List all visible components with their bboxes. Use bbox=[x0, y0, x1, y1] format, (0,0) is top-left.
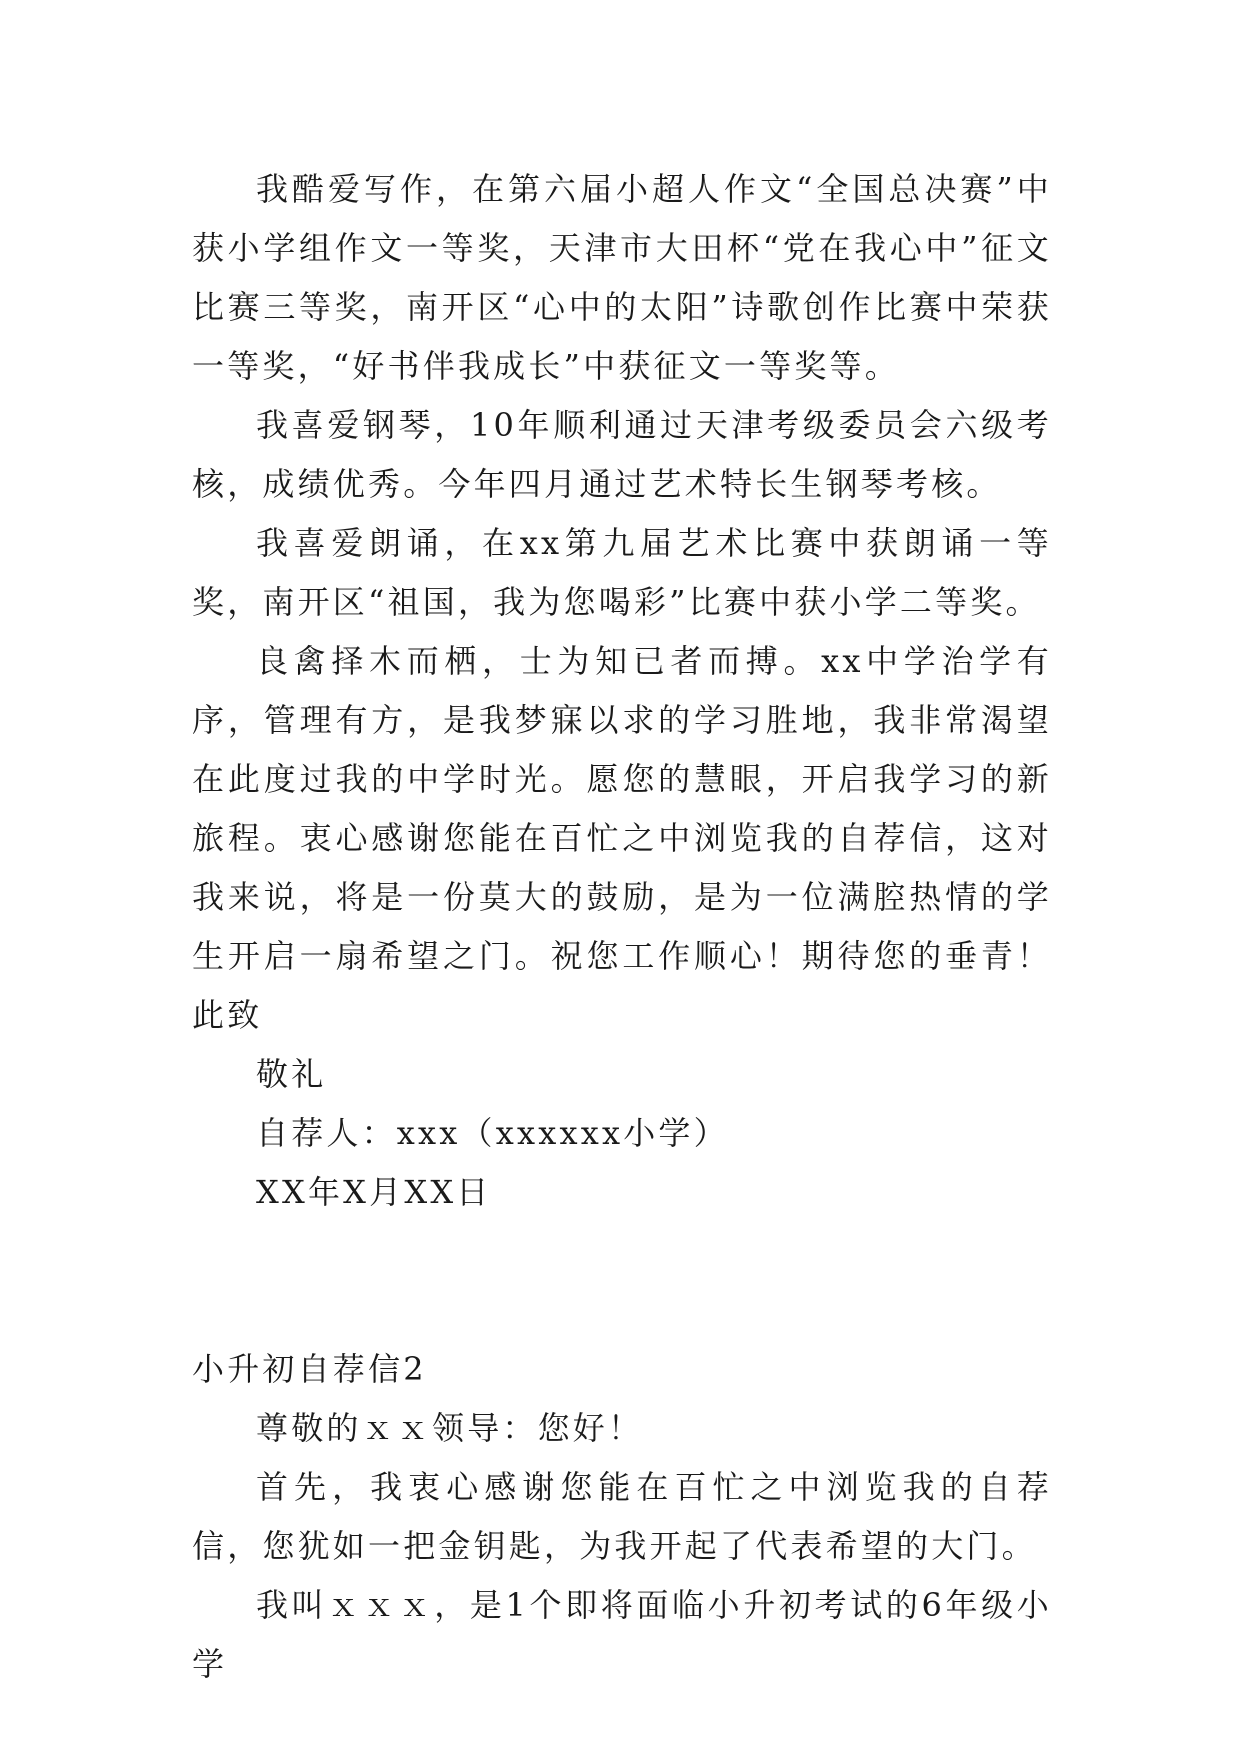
date-line: XX年X月XX日 bbox=[256, 1173, 492, 1211]
paragraph-recitation: 我喜爱朗诵，在xx第九届艺术比赛中获朗诵一等奖，南开区“祖国，我为您喝彩”比赛中获小学二等奖。 bbox=[192, 524, 1052, 621]
greeting-line: 尊敬的ｘｘ领导：您好！ bbox=[256, 1409, 644, 1447]
signature-line: 自荐人：xxx（xxxxxx小学） bbox=[256, 1114, 729, 1152]
paragraph-piano: 我喜爱钢琴，10年顺利通过天津考级委员会六级考核，成绩优秀。今年四月通过艺术特长生钢琴考核。 bbox=[192, 406, 1052, 503]
paragraph-writing: 我酷爱写作，在第六届小超人作文“全国总决赛”中获小学组作文一等奖，天津市大田杯“党在我心中”征文比赛三等奖，南开区“心中的太阳”诗歌创作比赛中荣获一等奖，“好书伴我成长”中获征文一等奖等。 bbox=[192, 170, 1052, 385]
paragraph-thanks: 首先，我衷心感谢您能在百忙之中浏览我的自荐信，您犹如一把金钥匙，为我开起了代表希望的大门。 bbox=[192, 1468, 1052, 1565]
closing-salutation: 敬礼 bbox=[256, 1055, 327, 1093]
section-spacer bbox=[192, 1222, 1052, 1340]
document-page bbox=[192, 160, 1052, 1694]
paragraph-intro: 我叫ｘｘｘ，是1个即将面临小升初考试的6年级小学 bbox=[192, 1586, 1052, 1683]
paragraph-conclusion: 良禽择木而栖，士为知已者而搏。xx中学治学有序，管理有方，是我梦寐以求的学习胜地，我非常渴望在此度过我的中学时光。愿您的慧眼，开启我学习的新旅程。衷心感谢您能在百忙之中浏览我的自荐信，这对我来说，将是一份莫大的鼓励，是为一位满腔热情的学生开启一扇希望之门。祝您工作顺心！期待您的垂青！此致 bbox=[192, 642, 1052, 1034]
section-title: 小升初自荐信2 bbox=[192, 1350, 427, 1388]
